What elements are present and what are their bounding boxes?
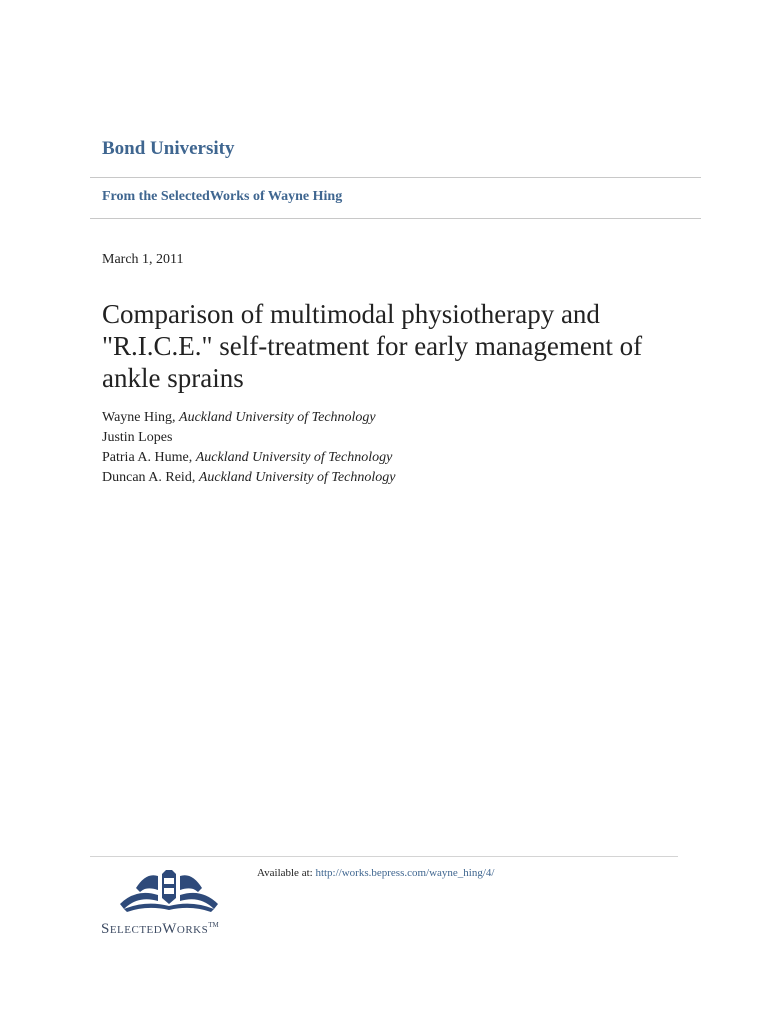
title-line: Comparison of multimodal physiotherapy and xyxy=(102,299,600,329)
author-name: Wayne Hing, xyxy=(102,410,180,425)
footer-divider xyxy=(90,856,678,857)
selectedworks-wordmark xyxy=(101,921,219,938)
open-book-logo-icon xyxy=(100,864,250,920)
paper-title xyxy=(102,298,682,394)
author-name: Patria A. Hume, xyxy=(102,450,196,465)
available-url-link[interactable]: http://works.bepress.com/wayne_hing/4/ xyxy=(315,867,495,879)
author-list xyxy=(102,408,395,488)
author-entry xyxy=(102,428,395,448)
availability-note xyxy=(257,867,494,879)
institution-link[interactable]: Bond University xyxy=(102,138,235,159)
author-name: Justin Lopes xyxy=(102,430,173,445)
author-entry xyxy=(102,408,395,428)
author-entry xyxy=(102,468,395,488)
author-affiliation: Auckland University of Technology xyxy=(198,470,396,485)
header-divider-top xyxy=(90,177,701,178)
author-name: Duncan A. Reid, xyxy=(102,470,199,485)
author-affiliation: Auckland University of Technology xyxy=(179,410,376,425)
author-affiliation: Auckland University of Technology xyxy=(195,450,393,465)
available-label: Available at: xyxy=(257,867,316,879)
selectedworks-author-link[interactable]: From the SelectedWorks of Wayne Hing xyxy=(102,189,343,204)
header-divider-bottom xyxy=(90,218,701,219)
author-entry xyxy=(102,448,395,468)
title-line: "R.I.C.E." self-treatment for early management of xyxy=(102,331,643,361)
publication-date: March 1, 2011 xyxy=(102,252,184,267)
logo-wordmark-text: SelectedWorks xyxy=(101,921,209,937)
trademark-symbol: TM xyxy=(208,921,219,929)
title-line: ankle sprains xyxy=(102,363,244,393)
